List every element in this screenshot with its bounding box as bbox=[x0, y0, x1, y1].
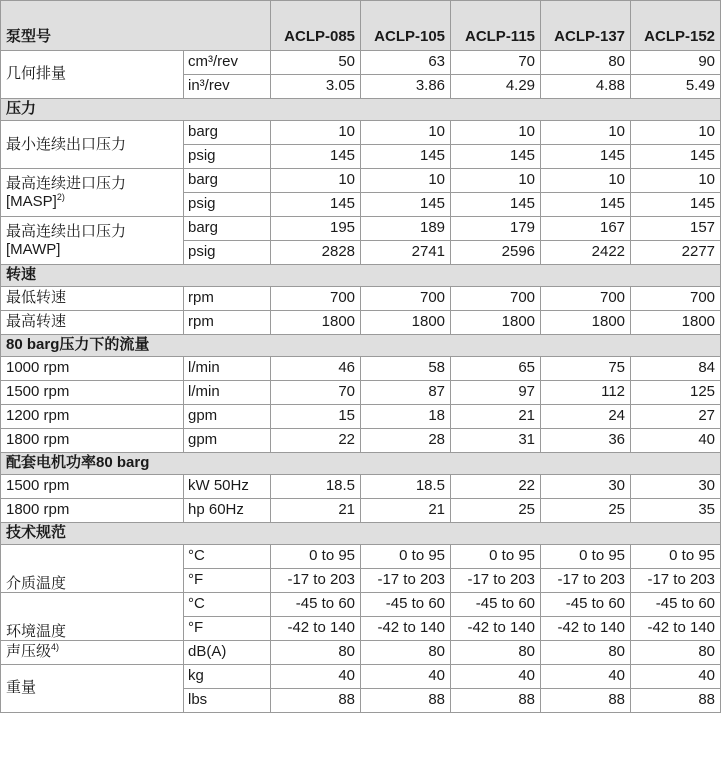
value-cell: 3.86 bbox=[361, 75, 451, 99]
value-cell: 21 bbox=[271, 499, 361, 523]
table-row bbox=[1, 381, 721, 405]
value-cell: 179 bbox=[451, 217, 541, 241]
value-cell: 70 bbox=[451, 51, 541, 75]
value-cell: 10 bbox=[631, 121, 721, 145]
unit-cell: cm³/rev bbox=[184, 51, 271, 75]
value-cell: 10 bbox=[541, 169, 631, 193]
value-cell: 63 bbox=[361, 51, 451, 75]
value-cell: 145 bbox=[361, 193, 451, 217]
value-cell: 125 bbox=[631, 381, 721, 405]
value-cell: 0 to 95 bbox=[451, 545, 541, 569]
value-cell: -17 to 203 bbox=[631, 569, 721, 593]
value-cell: 0 to 95 bbox=[361, 545, 451, 569]
value-cell: 80 bbox=[451, 641, 541, 665]
value-cell: -42 to 140 bbox=[451, 617, 541, 641]
value-cell: 0 to 95 bbox=[631, 545, 721, 569]
value-cell: 87 bbox=[361, 381, 451, 405]
value-cell: -45 to 60 bbox=[361, 593, 451, 617]
value-cell: 4.29 bbox=[451, 75, 541, 99]
row-label: 最低转速 bbox=[1, 287, 184, 311]
row-label: 介质温度 bbox=[1, 545, 184, 593]
value-cell: 145 bbox=[631, 145, 721, 169]
value-cell: 40 bbox=[541, 665, 631, 689]
value-cell: -42 to 140 bbox=[631, 617, 721, 641]
value-cell: 4.88 bbox=[541, 75, 631, 99]
table-row bbox=[1, 357, 721, 381]
section-title: 80 barg压力下的流量 bbox=[1, 335, 721, 357]
model-header: ACLP-115 bbox=[451, 1, 541, 51]
unit-cell: l/min bbox=[184, 381, 271, 405]
value-cell: 1800 bbox=[451, 311, 541, 335]
value-cell: 40 bbox=[451, 665, 541, 689]
value-cell: 10 bbox=[361, 121, 451, 145]
unit-cell: rpm bbox=[184, 287, 271, 311]
value-cell: 10 bbox=[361, 169, 451, 193]
section-header-row bbox=[1, 265, 721, 287]
value-cell: 10 bbox=[451, 169, 541, 193]
value-cell: 80 bbox=[361, 641, 451, 665]
value-cell: 2422 bbox=[541, 241, 631, 265]
table-row bbox=[1, 311, 721, 335]
value-cell: 2828 bbox=[271, 241, 361, 265]
value-cell: 145 bbox=[361, 145, 451, 169]
unit-cell: rpm bbox=[184, 311, 271, 335]
value-cell: 80 bbox=[541, 641, 631, 665]
value-cell: 88 bbox=[631, 689, 721, 713]
row-label: 最高转速 bbox=[1, 311, 184, 335]
value-cell: 25 bbox=[451, 499, 541, 523]
value-cell: 145 bbox=[271, 145, 361, 169]
value-cell: 145 bbox=[271, 193, 361, 217]
value-cell: 145 bbox=[451, 145, 541, 169]
unit-cell: dB(A) bbox=[184, 641, 271, 665]
value-cell: 88 bbox=[451, 689, 541, 713]
value-cell: 18.5 bbox=[271, 475, 361, 499]
value-cell: -45 to 60 bbox=[631, 593, 721, 617]
value-cell: 145 bbox=[631, 193, 721, 217]
value-cell: -17 to 203 bbox=[361, 569, 451, 593]
value-cell: 10 bbox=[541, 121, 631, 145]
table-row bbox=[1, 593, 721, 617]
unit-cell: barg bbox=[184, 169, 271, 193]
row-label: 1500 rpm bbox=[1, 475, 184, 499]
value-cell: 22 bbox=[271, 429, 361, 453]
section-header-row bbox=[1, 335, 721, 357]
unit-cell: °F bbox=[184, 617, 271, 641]
unit-cell: gpm bbox=[184, 429, 271, 453]
value-cell: 40 bbox=[271, 665, 361, 689]
value-cell: -45 to 60 bbox=[271, 593, 361, 617]
row-label: 最高连续出口压力 [MAWP] bbox=[6, 222, 127, 258]
value-cell: -42 to 140 bbox=[271, 617, 361, 641]
value-cell: 88 bbox=[271, 689, 361, 713]
value-cell: 0 to 95 bbox=[271, 545, 361, 569]
row-label: 环境温度 bbox=[1, 593, 184, 641]
table-row bbox=[1, 287, 721, 311]
row-label: 1200 rpm bbox=[1, 405, 184, 429]
value-cell: -45 to 60 bbox=[541, 593, 631, 617]
value-cell: 88 bbox=[361, 689, 451, 713]
value-cell: 700 bbox=[631, 287, 721, 311]
value-cell: 21 bbox=[361, 499, 451, 523]
value-cell: 40 bbox=[361, 665, 451, 689]
value-cell: 157 bbox=[631, 217, 721, 241]
table-row bbox=[1, 665, 721, 689]
value-cell: 0 to 95 bbox=[541, 545, 631, 569]
row-label: 1800 rpm bbox=[1, 499, 184, 523]
row-label: 最高连续进口压力 [MASP] bbox=[6, 174, 127, 210]
value-cell: -17 to 203 bbox=[271, 569, 361, 593]
value-cell: 189 bbox=[361, 217, 451, 241]
row-label-cell bbox=[1, 169, 184, 217]
value-cell: 10 bbox=[271, 121, 361, 145]
value-cell: -42 to 140 bbox=[541, 617, 631, 641]
value-cell: 700 bbox=[541, 287, 631, 311]
unit-cell: °F bbox=[184, 569, 271, 593]
value-cell: 80 bbox=[541, 51, 631, 75]
table-row bbox=[1, 51, 721, 75]
value-cell: 195 bbox=[271, 217, 361, 241]
value-cell: 84 bbox=[631, 357, 721, 381]
unit-cell: kW 50Hz bbox=[184, 475, 271, 499]
unit-cell: psig bbox=[184, 193, 271, 217]
value-cell: 80 bbox=[271, 641, 361, 665]
value-cell: 25 bbox=[541, 499, 631, 523]
row-label-cell bbox=[1, 641, 184, 665]
value-cell: 21 bbox=[451, 405, 541, 429]
value-cell: 28 bbox=[361, 429, 451, 453]
table-row bbox=[1, 475, 721, 499]
value-cell: 97 bbox=[451, 381, 541, 405]
section-title: 技术规范 bbox=[1, 523, 721, 545]
value-cell: -45 to 60 bbox=[451, 593, 541, 617]
value-cell: 5.49 bbox=[631, 75, 721, 99]
model-header: ACLP-137 bbox=[541, 1, 631, 51]
unit-cell: barg bbox=[184, 217, 271, 241]
footnote-marker: 4) bbox=[51, 642, 60, 653]
model-header: ACLP-152 bbox=[631, 1, 721, 51]
unit-cell: °C bbox=[184, 545, 271, 569]
value-cell: 18.5 bbox=[361, 475, 451, 499]
value-cell: -42 to 140 bbox=[361, 617, 451, 641]
value-cell: 35 bbox=[631, 499, 721, 523]
section-title: 转速 bbox=[1, 265, 721, 287]
section-header-row bbox=[1, 453, 721, 475]
row-label: 几何排量 bbox=[1, 51, 184, 99]
value-cell: 1800 bbox=[271, 311, 361, 335]
unit-cell: °C bbox=[184, 593, 271, 617]
row-label-cell bbox=[1, 121, 184, 169]
value-cell: 10 bbox=[271, 169, 361, 193]
section-header-row bbox=[1, 523, 721, 545]
row-label: 重量 bbox=[1, 665, 184, 713]
value-cell: 18 bbox=[361, 405, 451, 429]
unit-cell: lbs bbox=[184, 689, 271, 713]
section-title: 配套电机功率80 barg bbox=[1, 453, 721, 475]
value-cell: 3.05 bbox=[271, 75, 361, 99]
model-header: ACLP-105 bbox=[361, 1, 451, 51]
value-cell: 30 bbox=[631, 475, 721, 499]
value-cell: 24 bbox=[541, 405, 631, 429]
value-cell: 145 bbox=[541, 193, 631, 217]
value-cell: 36 bbox=[541, 429, 631, 453]
section-title: 压力 bbox=[1, 99, 721, 121]
value-cell: 58 bbox=[361, 357, 451, 381]
table-row bbox=[1, 499, 721, 523]
value-cell: 700 bbox=[271, 287, 361, 311]
unit-cell: kg bbox=[184, 665, 271, 689]
value-cell: 700 bbox=[361, 287, 451, 311]
table-title: 泵型号 bbox=[1, 1, 271, 51]
unit-cell: hp 60Hz bbox=[184, 499, 271, 523]
value-cell: 80 bbox=[631, 641, 721, 665]
row-label: 1000 rpm bbox=[1, 357, 184, 381]
table-row bbox=[1, 405, 721, 429]
row-label: 1500 rpm bbox=[1, 381, 184, 405]
value-cell: 2596 bbox=[451, 241, 541, 265]
row-label: 1800 rpm bbox=[1, 429, 184, 453]
value-cell: 15 bbox=[271, 405, 361, 429]
unit-cell: l/min bbox=[184, 357, 271, 381]
model-header: ACLP-085 bbox=[271, 1, 361, 51]
section-header-row bbox=[1, 99, 721, 121]
value-cell: 90 bbox=[631, 51, 721, 75]
table-row bbox=[1, 121, 721, 145]
unit-cell: psig bbox=[184, 241, 271, 265]
value-cell: 40 bbox=[631, 665, 721, 689]
unit-cell: gpm bbox=[184, 405, 271, 429]
value-cell: 2741 bbox=[361, 241, 451, 265]
unit-cell: psig bbox=[184, 145, 271, 169]
value-cell: 700 bbox=[451, 287, 541, 311]
value-cell: -17 to 203 bbox=[541, 569, 631, 593]
value-cell: 112 bbox=[541, 381, 631, 405]
table-row bbox=[1, 545, 721, 569]
row-label: 最小连续出口压力 bbox=[6, 135, 127, 153]
table-row bbox=[1, 217, 721, 241]
table-row bbox=[1, 641, 721, 665]
value-cell: 10 bbox=[451, 121, 541, 145]
value-cell: 70 bbox=[271, 381, 361, 405]
value-cell: 75 bbox=[541, 357, 631, 381]
value-cell: 31 bbox=[451, 429, 541, 453]
table-row bbox=[1, 429, 721, 453]
value-cell: 27 bbox=[631, 405, 721, 429]
value-cell: 2277 bbox=[631, 241, 721, 265]
value-cell: 30 bbox=[541, 475, 631, 499]
row-label-cell bbox=[1, 217, 184, 265]
value-cell: 145 bbox=[451, 193, 541, 217]
value-cell: 1800 bbox=[541, 311, 631, 335]
value-cell: 1800 bbox=[361, 311, 451, 335]
table-row bbox=[1, 169, 721, 193]
unit-cell: in³/rev bbox=[184, 75, 271, 99]
value-cell: 46 bbox=[271, 357, 361, 381]
unit-cell: barg bbox=[184, 121, 271, 145]
footnote-marker: 2) bbox=[56, 191, 65, 202]
value-cell: -17 to 203 bbox=[451, 569, 541, 593]
value-cell: 50 bbox=[271, 51, 361, 75]
row-label: 声压级 bbox=[6, 643, 52, 661]
value-cell: 145 bbox=[541, 145, 631, 169]
value-cell: 40 bbox=[631, 429, 721, 453]
value-cell: 22 bbox=[451, 475, 541, 499]
header-row bbox=[1, 1, 721, 51]
value-cell: 167 bbox=[541, 217, 631, 241]
value-cell: 10 bbox=[631, 169, 721, 193]
value-cell: 88 bbox=[541, 689, 631, 713]
value-cell: 1800 bbox=[631, 311, 721, 335]
value-cell: 65 bbox=[451, 357, 541, 381]
